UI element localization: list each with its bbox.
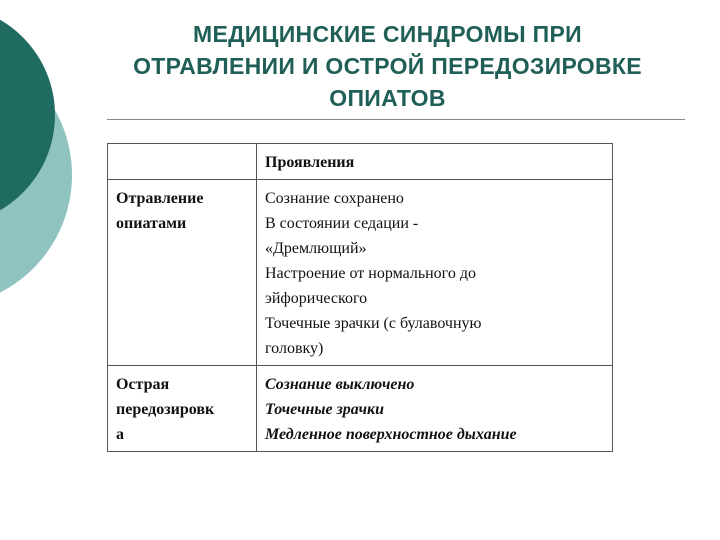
content-line: Точечные зрачки	[265, 401, 384, 418]
title-divider	[107, 119, 685, 120]
table-header-row	[108, 144, 613, 180]
decorative-circles	[0, 0, 90, 300]
table-row-overdose	[108, 366, 613, 452]
table-row-poisoning	[108, 180, 613, 366]
header-empty-cell	[108, 144, 257, 180]
header-manifestations: Проявления	[257, 144, 613, 180]
content-line: головку)	[265, 340, 324, 357]
row-label-line: Острая	[116, 376, 170, 393]
content-line: эйфорического	[265, 290, 368, 307]
row-content-overdose	[257, 366, 613, 452]
row-label-line: Отравление	[116, 190, 204, 207]
row-label-poisoning	[108, 180, 257, 366]
syndromes-table	[107, 143, 613, 452]
title-line-3: ОПИАТОВ	[329, 85, 446, 111]
row-label-overdose	[108, 366, 257, 452]
content-line: Медленное поверхностное дыхание	[265, 426, 517, 443]
content-line: Сознание сохранено	[265, 190, 404, 207]
content-line: Сознание выключено	[265, 376, 415, 393]
title-line-1: МЕДИЦИНСКИЕ СИНДРОМЫ ПРИ	[192, 21, 582, 47]
page-title	[95, 18, 680, 114]
row-label-line: опиатами	[116, 215, 187, 232]
row-label-line: передозировк	[116, 401, 215, 418]
row-content-poisoning	[257, 180, 613, 366]
content-line: «Дремлющий»	[265, 240, 367, 257]
content-line: В состоянии седации -	[265, 215, 419, 232]
content-line: Настроение от нормального до	[265, 265, 476, 282]
row-label-line: а	[116, 426, 124, 443]
content-line: Точечные зрачки (с булавочную	[265, 315, 482, 332]
title-line-2: ОТРАВЛЕНИИ И ОСТРОЙ ПЕРЕДОЗИРОВКЕ	[133, 53, 642, 79]
